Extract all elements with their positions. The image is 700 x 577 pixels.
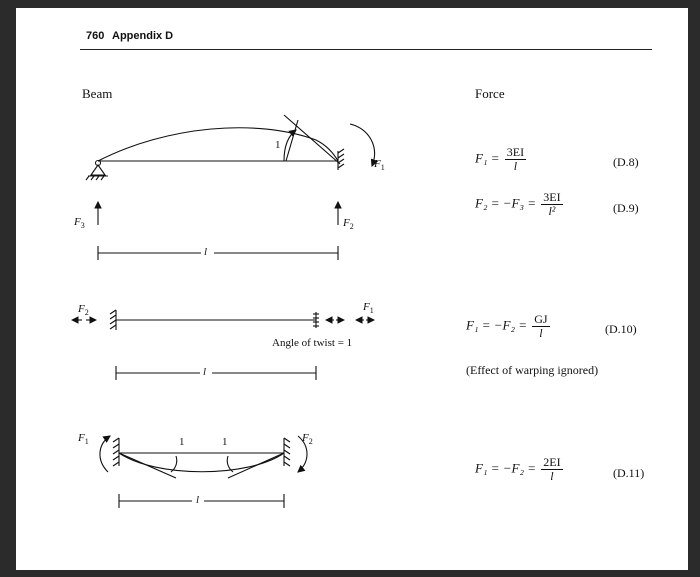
torque-label-f1: $F_1$ [363,301,374,316]
beam3-deflected-shape [119,453,284,472]
column-head-force: Force [475,86,505,101]
fixed-support-left-2 [110,310,116,330]
slope-label-left: 1 [179,436,185,448]
diagram-1 [86,115,375,260]
equation-d11: F₁ = −F₂ = $\frac{2EI}{l}$ [475,455,561,483]
equation-d8: F₁ = $\frac{3EI}{l}$ [475,145,525,173]
equation-d10: F₁ = −F₂ = $\frac{GJ}{l}$ [466,312,548,340]
slope-label-right: 1 [222,436,228,448]
beam-diagrams [16,8,688,570]
moment-label-f1: $F_1$ [78,432,89,447]
diagram-3 [100,436,307,508]
support-right-3 [284,438,290,466]
column-head-beam: Beam [82,86,113,101]
fixed-support-right [338,149,344,170]
support-left-3 [113,438,119,466]
force-label-f1: $F_1$ [374,158,385,173]
torque-label-f2: $F_2$ [78,303,89,318]
length-label-1: l [204,246,208,258]
equation-number-d9: (D.9) [613,201,639,215]
pin-support [86,161,108,181]
beam1-deflected-shape [98,128,338,161]
force-label-f2: $F_2$ [343,217,354,232]
moment-arrow-right [350,124,375,166]
slope-label-1: 1 [275,139,281,151]
twist-label: Angle of twist = 1 [272,337,353,349]
equation-d9: F₂ = −F₃ = $\frac{3EI}{\text{l²}}$ [475,190,561,218]
force-label-f3: $F_3$ [74,216,85,231]
length-label-2: l [203,366,207,378]
tangent-right [228,453,284,478]
book-page [16,8,688,570]
length-label-3: l [196,494,200,506]
moment-label-f2: $F_2$ [302,432,313,447]
page-number: 760 [86,30,105,42]
equation-number-d11: (D.11) [613,466,645,480]
moment-arrow-left [100,436,110,472]
section-title: Appendix D [112,30,174,42]
equation-number-d10: (D.10) [605,322,637,336]
tangent-left [119,453,176,478]
equation-number-d8: (D.8) [613,155,639,169]
warping-note: (Effect of warping ignored) [466,363,599,377]
